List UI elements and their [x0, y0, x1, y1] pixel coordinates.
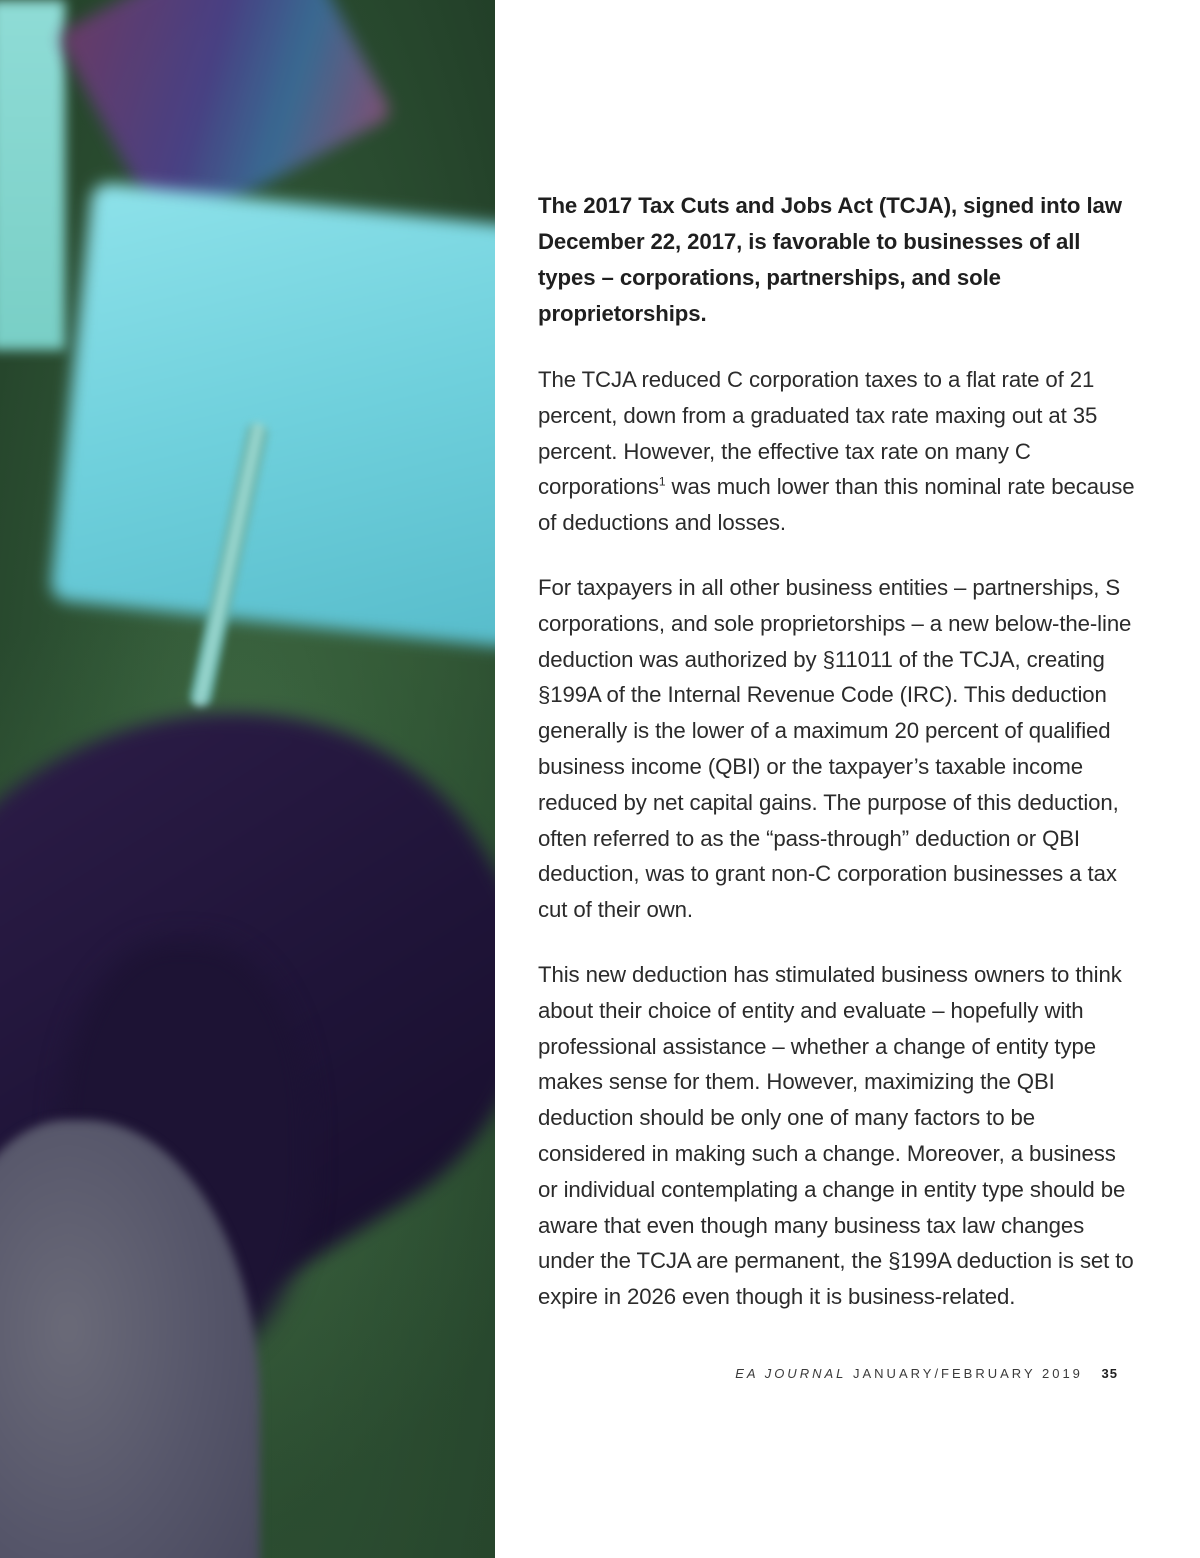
lead-paragraph: The 2017 Tax Cuts and Jobs Act (TCJA), signed into law December 22, 2017, is favorable to businesses of all types – corporations, partnerships, and sole proprietorships.	[538, 193, 1122, 326]
paragraph-1-text-start: The TCJA reduced C corporation taxes to a flat rate of 21 percent, down from a graduated tax rate maxing out at 35 percent. However, the effective tax rate on many C corporations	[538, 367, 1098, 500]
paragraph-3: This new deduction has stimulated business owners to think about their choice of entity and evaluate – hopefully with professional assistance – whether a change of entity type makes sense for them. However, maximizing the QBI deduction should be only one of many factors to be considered in making such a change. Moreover, a business or individual contemplating a change in entity type should be aware that even though many business tax law changes under the TCJA are permanent, the §199A deduction is set to expire in 2026 even though it is business-related.	[538, 961, 1134, 1310]
cover-photo	[0, 0, 495, 1558]
photo-paper-edge	[0, 0, 65, 350]
photo-notebook	[49, 182, 495, 649]
paragraph-1-text-end: was much lower than this nominal rate because of deductions and losses.	[538, 474, 1135, 536]
paragraph-1	[538, 362, 1138, 541]
article-body	[538, 188, 1138, 1344]
issue-date: JANUARY/FEBRUARY 2019	[853, 1366, 1083, 1381]
journal-name: EA JOURNAL	[735, 1366, 847, 1381]
footnote-ref-1: 1	[658, 475, 666, 489]
paragraph-2: For taxpayers in all other business entities – partnerships, S corporations, and sole proprietorships – a new below-the-line deduction was authorized by §11011 of the TCJA, creating §199A of the Internal Revenue Code (IRC). This deduction generally is the lower of a maximum 20 percent of qualified business income (QBI) or the taxpayer’s taxable income reduced by net capital gains. The purpose of this deduction, often referred to as the “pass-through” deduction or QBI deduction, was to grant non-C corporation businesses a tax cut of their own.	[538, 574, 1132, 923]
page-number: 35	[1101, 1366, 1118, 1381]
page-footer	[735, 1366, 1118, 1381]
